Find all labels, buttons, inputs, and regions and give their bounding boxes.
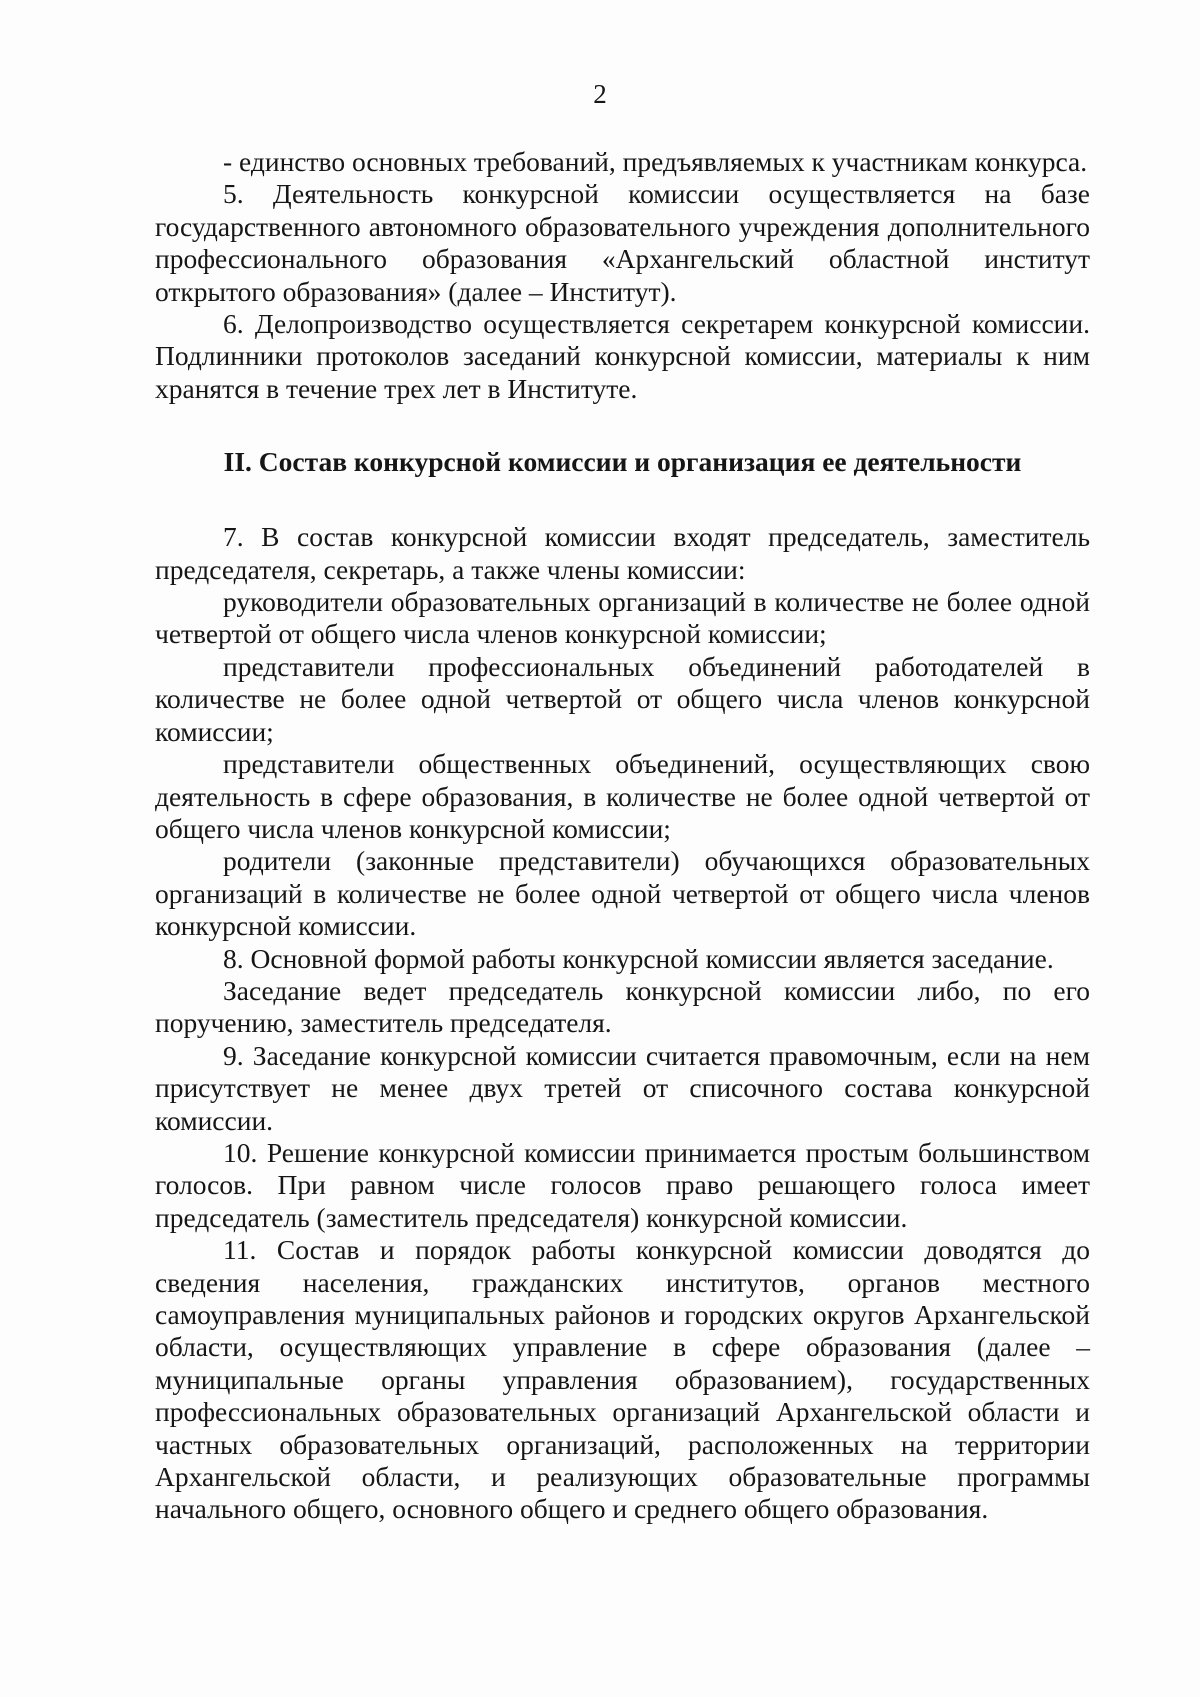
paragraph-members-public: представители общественных объединений, осуществляющих свою деятельность в сфере образования, в количестве не более одной четвертой от общего числа членов конкурсной комиссии; <box>155 748 1090 844</box>
paragraph-item-7: 7. В состав конкурсной комиссии входят председатель, заместитель председателя, секретарь, а также члены комиссии: <box>155 521 1090 585</box>
section-heading: II. Состав конкурсной комиссии и организация ее деятельности <box>223 446 1022 478</box>
paragraph-members-heads: руководители образовательных организаций в количестве не более одной четвертой от общего числа членов конкурсной комиссии; <box>155 586 1090 650</box>
paragraph-members-parents: родители (законные представители) обучающихся образовательных организаций в количестве не более одной четвертой от общего числа членов конкурсной комиссии. <box>155 845 1090 942</box>
paragraph-item-11: 11. Состав и порядок работы конкурсной комиссии доводятся до сведения населения, гражданских институтов, органов местного самоуправления муниципальных районов и городских округов Архангельской области, осуществляющих управление в сфере образования (далее – муниципальные органы управления образованием), государственных профессиональных образовательных организаций Архангельской области и частных образовательных организаций, расположенных на территории Архангельской области, и реализующих образовательные программы начального общего, основного общего и среднего общего образования. <box>155 1234 1090 1525</box>
paragraph-item-5: 5. Деятельность конкурсной комиссии осуществляется на базе государственного автономного образовательного учреждения дополнительного профессионального образования «Архангельский областной институт открытого образования» (далее – Институт). <box>155 178 1090 307</box>
paragraph-meeting-chair: Заседание ведет председатель конкурсной комиссии либо, по его поручению, заместитель председателя. <box>155 974 1090 1039</box>
paragraph-requirements-unity: - единство основных требований, предъявляемых к участникам конкурса. <box>223 146 1088 177</box>
paragraph-item-6: 6. Делопроизводство осуществляется секретарем конкурсной комиссии. Подлинники протоколов заседаний конкурсной комиссии, материалы к ним хранятся в течение трех лет в Институте. <box>155 308 1090 404</box>
paragraph-item-10: 10. Решение конкурсной комиссии принимается простым большинством голосов. При равном числе голосов право решающего голоса имеет председатель (заместитель председателя) конкурсной комиссии. <box>155 1136 1090 1233</box>
paragraph-item-8: 8. Основной формой работы конкурсной комиссии является заседание. <box>223 942 1054 974</box>
document-body <box>155 146 1090 1526</box>
paragraph-item-9: 9. Заседание конкурсной комиссии считается правомочным, если на нем присутствует не менее двух третей от списочного состава конкурсной комиссии. <box>155 1039 1090 1136</box>
page-number: 2 <box>593 79 607 109</box>
paragraph-members-employers: представители профессиональных объединений работодателей в количестве не более одной четвертой от общего числа членов конкурсной комиссии; <box>155 650 1090 747</box>
